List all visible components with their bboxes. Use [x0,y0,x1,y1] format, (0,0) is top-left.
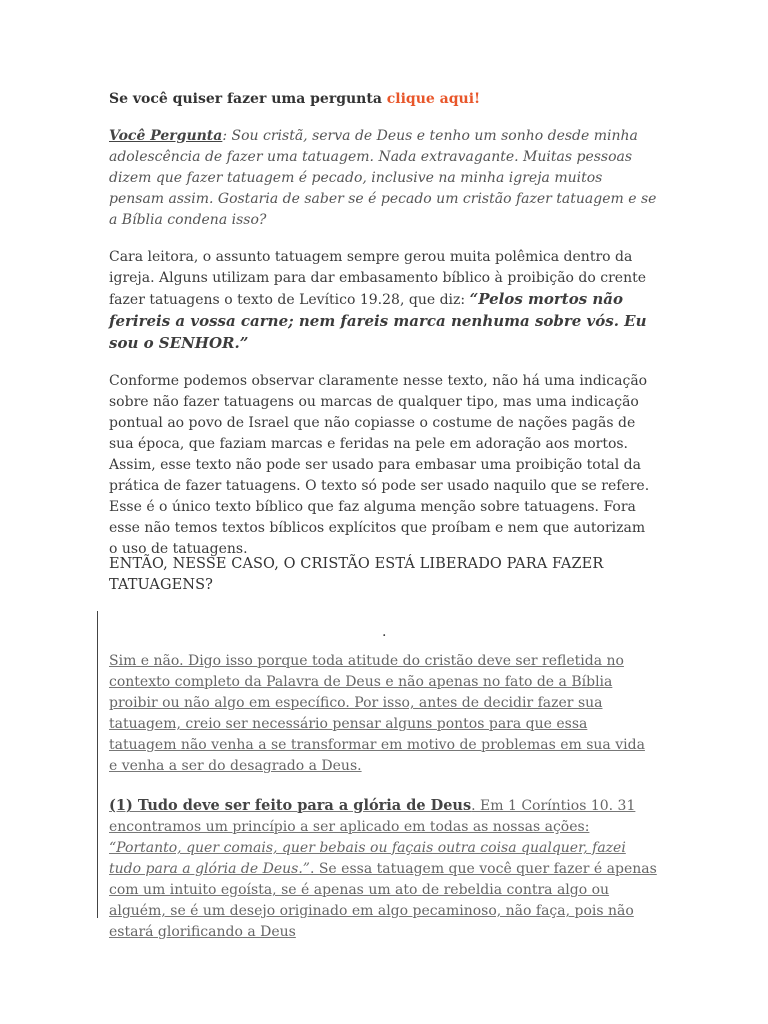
corinthians-verse: “Portanto, quer comais, quer bebais ou façais outra coisa qualquer, fazei tudo para a glória de Deus.” [109,840,626,877]
point-one-title: (1) Tudo deve ser feito para a glória de Deus [109,797,472,814]
point-one-intro: . Em 1 Coríntios 10. 31 encontramos um princípio a ser aplicado em todas as nossas ações: [109,798,636,835]
answer-intro-paragraph [109,247,657,355]
ask-question-text: Se você quiser fazer uma pergunta [109,91,387,107]
leviticus-quote: “Pelos mortos não ferireis a vossa carne; nem fareis marca nenhuma sobre vós. Eu sou o SENHOR.” [109,290,647,352]
separator-dot: . [382,624,387,640]
answer-intro-text: Cara leitora, o assunto tatuagem sempre gerou muita polêmica dentro da igreja. Alguns utilizam para dar embasamento bíblico à proibição do crente fazer tatuagens o texto de Levítico 19.28, que diz: [109,249,647,308]
question-lead: Você Pergunta [109,128,223,144]
ask-question-link[interactable]: clique aqui! [386,91,481,107]
point-one-rest: . Se essa tatuagem que você quer fazer é apenas com um intuito egoísta, se é apenas um ato de rebeldia contra algo ou alguém, se é um desejo originado em algo pecaminoso, não faça, pois não estará glorificando a Deus [109,861,657,940]
question-text: Sou cristã, serva de Deus e tenho um sonho desde minha adolescência de fazer uma tatuagem. Nada extravagante. Muitas pessoas dizem que fazer tatuagem é pecado, inclusive na minha igreja muitos pensam assim. Gostaria de saber se é pecado um cristão fazer tatuagem e se a Bíblia condena isso? [109,128,657,228]
question-colon: : [222,128,232,144]
reader-question [109,126,657,231]
answer-paragraph[interactable]: Sim e não. Digo isso porque toda atitude do cristão deve ser refletida no contexto completo da Palavra de Deus e não apenas no fato de a Bíblia proibir ou não algo em específico. Por isso, antes de decidir fazer sua tatuagem, creio ser necessário pensar alguns pontos para que essa tatuagem não venha a se transformar em motivo de problemas em sua vida e venha a ser do desagrado a Deus. [109,653,645,774]
left-margin-line [97,611,98,918]
ask-question-line [109,89,657,110]
explanation-paragraph: Conforme podemos observar claramente nesse texto, não há uma indicação sobre não fazer tatuagens ou marcas de qualquer tipo, mas uma indicação pontual ao povo de Israel que não copiasse o costume de nações pagãs de sua época, que faziam marcas e feridas na pele em adoração aos mortos. Assim, esse texto não pode ser usado para embasar uma proibição total da prática de fazer tatuagens. O texto só pode ser usado naquilo que se refere. Esse é o único texto bíblico que faz alguma menção sobre tatuagens. Fora esse não temos textos bíblicos explícitos que proíbam e nem que autorizam o uso de tatuagens. [109,373,650,557]
section-heading: ENTÃO, NESSE CASO, O CRISTÃO ESTÁ LIBERADO PARA FAZER TATUAGENS? [109,556,604,593]
point-one-paragraph[interactable] [109,795,657,943]
